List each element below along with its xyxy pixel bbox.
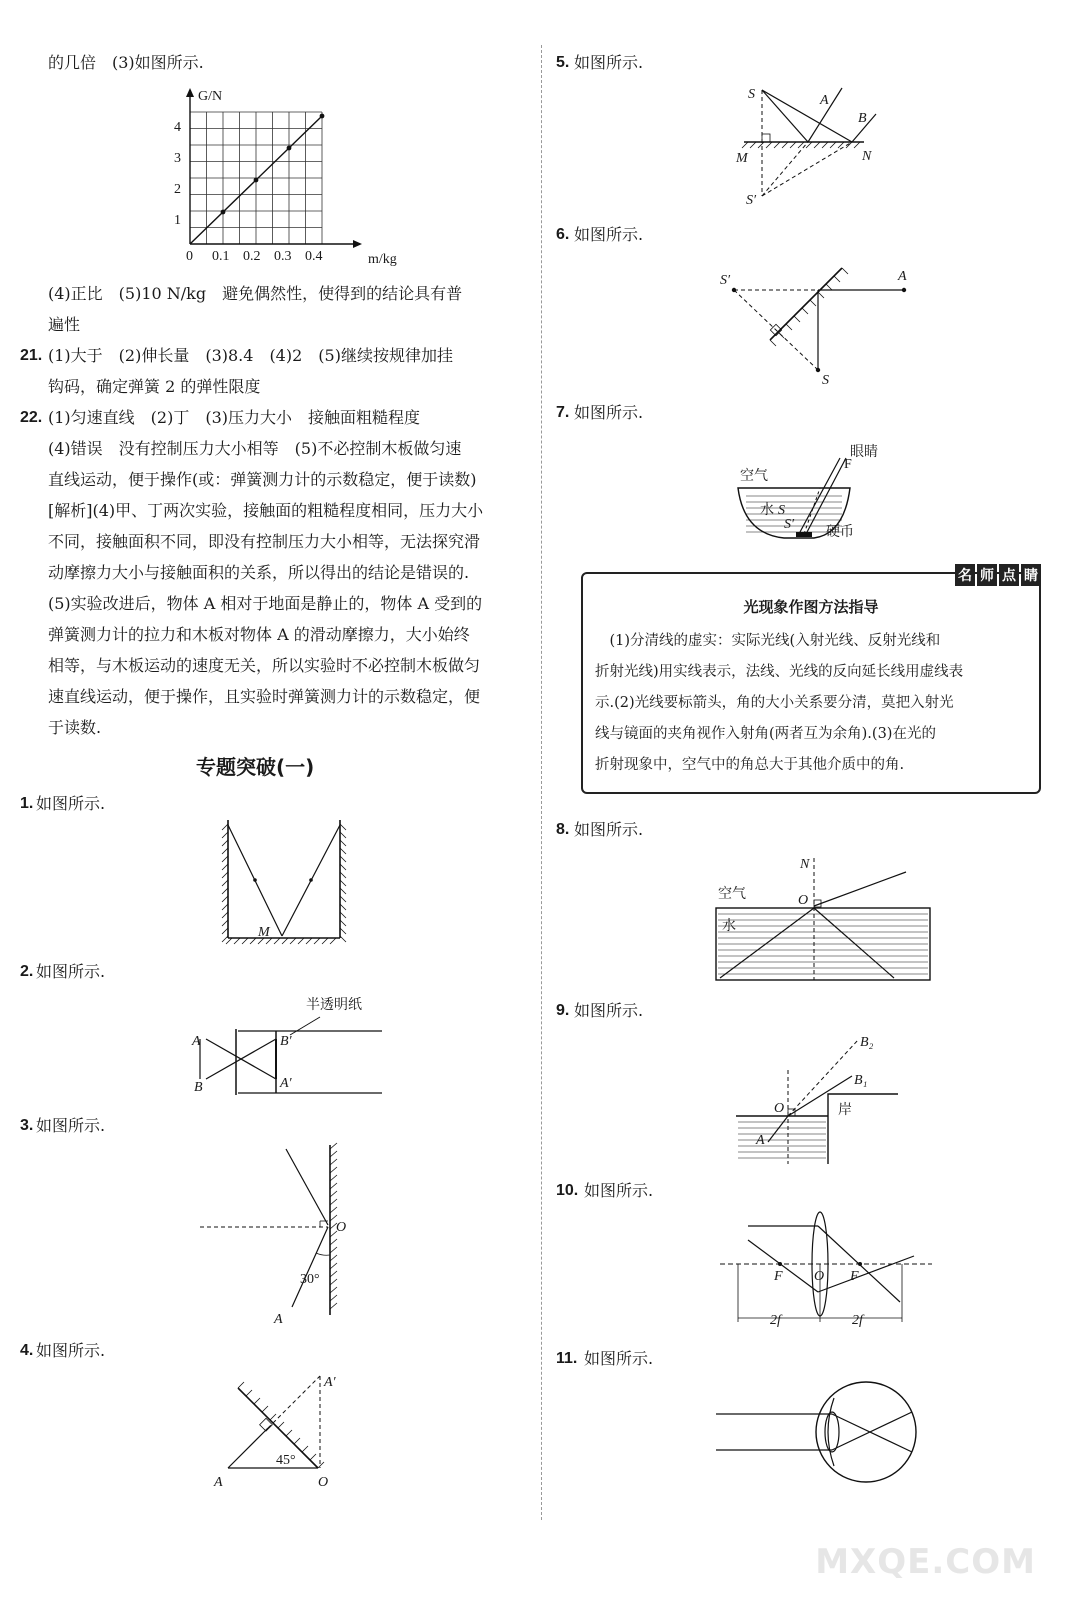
answer-line: (1)匀速直线 (2)丁 (3)压力大小 接触面粗糙程度 <box>48 408 420 427</box>
label-f2: F <box>850 1269 859 1284</box>
tip-line: 折射现象中，空气中的角总大于其他介质中的角. <box>595 757 905 773</box>
label-a: A <box>820 93 829 108</box>
column-divider <box>541 45 542 1520</box>
answer-line: 遍性 <box>48 315 81 334</box>
analysis-line: 不同，接触面积不同，即没有控制压力大小相等，无法探究滑 <box>48 532 481 551</box>
xtick: 0.2 <box>243 249 261 264</box>
question-number: 21. <box>20 347 43 364</box>
graph-point <box>287 146 292 151</box>
label-o: O <box>336 1220 347 1235</box>
label-b: B <box>858 111 867 126</box>
answer-line: 直线运动，便于操作(或：弹簧测力计的示数稳定，便于读数) <box>48 470 477 489</box>
label-eye: 眼睛 <box>850 445 878 460</box>
coin-bowl-diagram-7 <box>734 438 904 548</box>
ytick: 2 <box>174 182 181 197</box>
answer-line: 钩码，确定弹簧 2 的弹性限度 <box>48 377 261 396</box>
ytick: 1 <box>174 213 181 228</box>
label-a: A <box>898 269 907 284</box>
label-s: S <box>822 373 829 388</box>
analysis-line: (5)实验改进后，物体 A 相对于地面是静止的，物体 A 受到的 <box>48 594 483 613</box>
tag-char: 师 <box>977 564 997 586</box>
tip-line: (1)分清线的虚实：实际光线(入射光线、反射光线和 <box>595 633 941 649</box>
label-s-prime: S′ <box>720 273 731 288</box>
label-n: N <box>862 149 872 164</box>
mirror-diagram-1 <box>218 820 348 942</box>
xtick: 0 <box>186 249 193 264</box>
analysis-line: 动摩擦力大小与接触面积的关系，所以得出的结论是错误的. <box>48 563 470 582</box>
analysis-line: 相等，与木板运动的速度无关，所以实验时不必控制木板做匀 <box>48 656 481 675</box>
label-angle: 45° <box>276 1453 296 1468</box>
question-number: 7. <box>556 404 570 421</box>
label-o: O <box>318 1475 329 1490</box>
answer-line: 如图所示. <box>36 962 106 981</box>
xtick: 0.4 <box>305 249 323 264</box>
analysis-line: 于读数. <box>48 718 102 737</box>
question-number: 22. <box>20 409 43 426</box>
label-coin: 硬币 <box>826 525 854 540</box>
tag-char: 睛 <box>1021 564 1041 586</box>
analysis-line: 速直线运动，便于操作，且实验时弹簧测力计的示数稳定，便 <box>48 687 481 706</box>
label-b2: B₂ <box>860 1035 874 1050</box>
label-a: A <box>214 1475 223 1490</box>
question-number: 10. <box>556 1182 579 1199</box>
tip-line: 折射光线)用实线表示，法线、光线的反向延长线用虚线表 <box>595 664 964 680</box>
answer-line: 如图所示. <box>36 794 106 813</box>
analysis-line: 弹簧测力计的拉力和木板对物体 A 的滑动摩擦力，大小始终 <box>48 625 470 644</box>
graph-point <box>254 178 259 183</box>
eye-diagram-11 <box>716 1380 916 1490</box>
answer-line: 如图所示. <box>574 403 644 422</box>
graph-xlabel: m/kg <box>368 252 397 267</box>
lens-diagram-10 <box>718 1210 938 1334</box>
xtick: 0.3 <box>274 249 292 264</box>
label-water: 水 <box>760 503 774 518</box>
label-b-prime: B′ <box>280 1034 292 1049</box>
label-air: 空气 <box>718 887 746 902</box>
question-number: 3. <box>20 1117 34 1134</box>
label-a: A <box>192 1034 201 1049</box>
question-number: 5. <box>556 54 570 71</box>
answer-line: (4)错误 没有控制压力大小相等 (5)不必控制木板做匀速 <box>48 439 462 458</box>
label-s: S <box>748 87 755 102</box>
label-a: A <box>756 1133 765 1148</box>
label-m: M <box>258 925 270 940</box>
gravity-mass-graph <box>170 88 400 278</box>
xtick: 0.1 <box>212 249 230 264</box>
tip-tag <box>953 564 1041 586</box>
label-f1: F <box>774 1269 783 1284</box>
label-b: B <box>194 1080 203 1095</box>
mirror-image-diagram-4 <box>206 1372 356 1490</box>
answer-line: 如图所示. <box>584 1349 654 1368</box>
label-s: S <box>778 503 785 518</box>
graph-ylabel: G/N <box>198 89 223 104</box>
tip-line: 示.(2)光线要标箭头，角的大小关系要分清，莫把入射光 <box>595 695 954 711</box>
label-b1: B₁ <box>854 1073 868 1088</box>
answer-line: 的几倍 (3)如图所示. <box>48 53 204 72</box>
tag-char: 点 <box>999 564 1019 586</box>
tip-line: 线与镜面的夹角视作入射角(两者互为余角).(3)在光的 <box>595 726 936 742</box>
answer-line: (1)大于 (2)伸长量 (3)8.4 (4)2 (5)继续按规律加挂 <box>48 346 453 365</box>
label-air: 空气 <box>740 469 768 484</box>
label-o: O <box>774 1101 785 1116</box>
answer-line: 如图所示. <box>574 820 644 839</box>
label-a: A <box>274 1312 283 1327</box>
label-f: F <box>844 457 852 472</box>
answer-line: (4)正比 (5)10 N/kg 避免偶然性，使得到的结论具有普 <box>48 284 463 303</box>
label-o: O <box>798 893 809 908</box>
label-shore: 岸 <box>838 1103 852 1118</box>
label-s-prime: S′ <box>746 193 757 208</box>
label-angle: 30° <box>300 1272 320 1287</box>
question-number: 9. <box>556 1002 570 1019</box>
label-o: O <box>814 1269 825 1284</box>
label-2f-right: 2f <box>852 1313 863 1328</box>
answer-line: 如图所示. <box>36 1116 106 1135</box>
question-number: 8. <box>556 821 570 838</box>
tip-title: 光现象作图方法指导 <box>743 598 879 616</box>
label-n: N <box>800 857 810 872</box>
tip-body <box>595 626 1027 781</box>
pinhole-diagram-2 <box>170 995 410 1095</box>
answer-line: 如图所示. <box>574 53 644 72</box>
reflection-diagram-5 <box>724 84 884 214</box>
graph-point <box>320 114 325 119</box>
mirror-diagram-6 <box>718 262 918 386</box>
label-2f-left: 2f <box>770 1313 781 1328</box>
ytick: 4 <box>174 120 181 135</box>
graph-point <box>221 210 226 215</box>
label-m: M <box>736 151 748 166</box>
label-s-prime: S′ <box>784 517 795 532</box>
question-number: 11. <box>556 1350 578 1367</box>
refraction-diagram-8 <box>714 852 934 984</box>
question-number: 6. <box>556 226 570 243</box>
answer-line: 如图所示. <box>574 225 644 244</box>
question-number: 1. <box>20 795 34 812</box>
answer-line: 如图所示. <box>36 1341 106 1360</box>
answer-line: 如图所示. <box>574 1001 644 1020</box>
label-water: 水 <box>722 919 736 934</box>
teacher-tip-box <box>581 568 1041 794</box>
ytick: 3 <box>174 151 181 166</box>
answer-line: 如图所示. <box>584 1181 654 1200</box>
reflection-diagram-3 <box>200 1145 380 1330</box>
question-number: 2. <box>20 963 34 980</box>
tag-char: 名 <box>955 564 975 586</box>
label-a-prime: A′ <box>280 1076 292 1091</box>
watermark: MXQE.COM <box>815 1542 1036 1582</box>
section-title: 专题突破(一) <box>196 755 315 779</box>
refraction-diagram-9 <box>732 1030 922 1170</box>
question-number: 4. <box>20 1342 34 1359</box>
analysis-line: [解析](4)甲、丁两次实验，接触面的粗糙程度相同，压力大小 <box>48 501 484 520</box>
label-paper: 半透明纸 <box>306 998 362 1013</box>
label-a-prime: A′ <box>324 1375 336 1390</box>
